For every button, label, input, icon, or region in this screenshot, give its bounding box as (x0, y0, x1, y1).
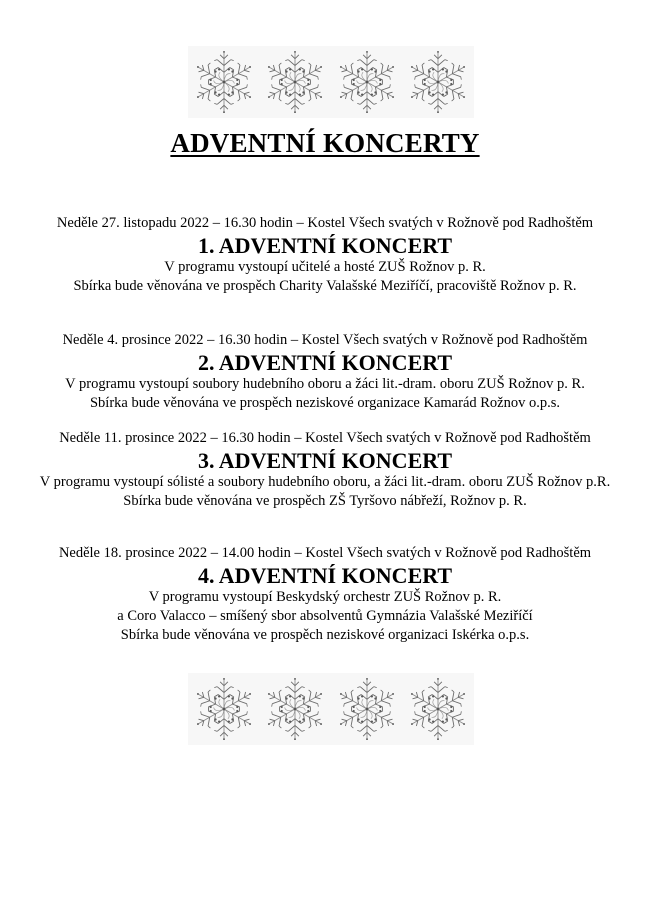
concert-heading: 3. ADVENTNÍ KONCERT (197, 448, 453, 473)
concert-date-line: Neděle 11. prosince 2022 – 16.30 hodin – Kostel Všech svatých v Rožnově pod Radhoštěm (59, 430, 591, 446)
concert-heading: 1. ADVENTNÍ KONCERT (197, 233, 453, 258)
concert-heading: 2. ADVENTNÍ KONCERT (197, 350, 453, 375)
concert-date-line: Neděle 4. prosince 2022 – 16.30 hodin – Kostel Všech svatých v Rožnově pod Radhoštěm (62, 332, 588, 348)
snowflake-banner-bottom (188, 673, 474, 745)
concert-charity: Sbírka bude věnována ve prospěch ZŠ Tyršovo nábřeží, Rožnov p. R. (123, 493, 527, 509)
page-title: ADVENTNÍ KONCERTY (170, 128, 480, 158)
concert-program: V programu vystoupí sólisté a soubory hudebního oboru, a žáci lit.-dram. oboru ZUŠ Rožnov p.R. (39, 474, 611, 490)
concert-block-3 (0, 429, 650, 511)
concert-heading: 4. ADVENTNÍ KONCERT (197, 563, 453, 588)
snowflake-icon (405, 676, 471, 742)
snowflake-icon (262, 676, 328, 742)
concert-block-4 (0, 544, 650, 645)
snowflake-icon (334, 676, 400, 742)
snowflake-icon (191, 676, 257, 742)
snowflake-icon (334, 49, 400, 115)
concert-block-2 (0, 331, 650, 413)
concert-date-line: Neděle 18. prosince 2022 – 14.00 hodin – Kostel Všech svatých v Rožnově pod Radhoštěm (58, 545, 592, 561)
snowflake-banner-top (188, 46, 474, 118)
concert-block-1 (0, 214, 650, 296)
concert-charity: Sbírka bude věnována ve prospěch neziskové organizace Kamarád Rožnov o.p.s. (89, 395, 561, 411)
concert-program: V programu vystoupí soubory hudebního oboru a žáci lit.-dram. oboru ZUŠ Rožnov p. R. (65, 376, 585, 392)
concert-date-line: Neděle 27. listopadu 2022 – 16.30 hodin – Kostel Všech svatých v Rožnově pod Radhoštěm (56, 215, 594, 231)
snowflake-icon (405, 49, 471, 115)
concert-charity: Sbírka bude věnována ve prospěch neziskové organizaci Iskérka o.p.s. (120, 627, 530, 643)
concert-program-choir: a Coro Valacco – smíšený sbor absolventů Gymnázia Valašské Meziříčí (117, 608, 533, 624)
snowflake-icon (191, 49, 257, 115)
concert-program: V programu vystoupí učitelé a hosté ZUŠ Rožnov p. R. (164, 259, 486, 275)
concert-program: V programu vystoupí Beskydský orchestr ZUŠ Rožnov p. R. (148, 589, 502, 605)
snowflake-icon (262, 49, 328, 115)
concert-charity: Sbírka bude věnována ve prospěch Charity Valašské Meziříčí, pracoviště Rožnov p. R. (73, 278, 577, 294)
